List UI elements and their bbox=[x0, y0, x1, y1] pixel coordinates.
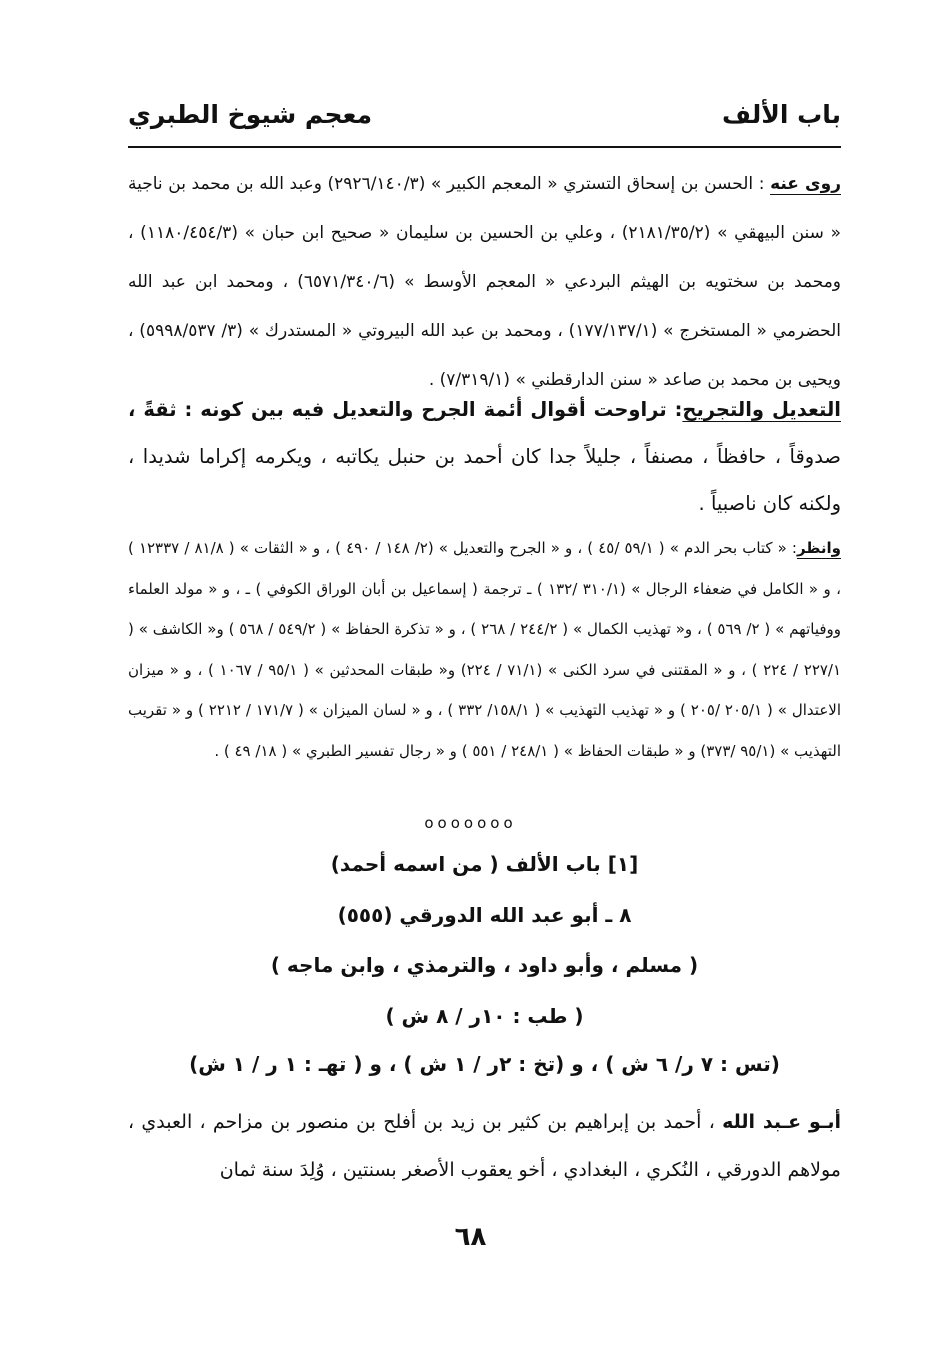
assessment-lead: : تراوحت أقوال أئمة الجرح والتعديل فيه بين كونه : ثقةً ، bbox=[128, 398, 683, 421]
references-label: وانظر bbox=[796, 539, 842, 557]
chapter-title: باب الألف bbox=[722, 100, 841, 129]
references-text: : « كتاب بحر الدم » ( ٥٩/١ /٤٥ ) ، و « الجرح والتعديل » (٢/ ١٤٨ / ٤٩٠ ) ، و « الثقات » ( ٨١/٨ / ١٢٣٣٧ ) ، و « الكامل في ضعفاء الرجال » (٣١٠/١ /١٣٢ ) ـ ترجمة ( إسماعيل بن أبان الوراق الكوفي ) ـ ، و « مولد العلماء ووفياتهم » ( ٢/ ٥٦٩ ) ، و« تهذيب الكمال » ( ٢٤٤/٢ / ٢٦٨ ) ، و « تذكرة الحفاظ » ( ٥٤٩/٢ / ٥٦٨ ) و« الكاشف » ( ٢٢٧/١ / ٢٢٤ ) ، و « المقتنى في سرد الكنى » (٧١/١ / ٢٢٤) و« طبقات المحدثين » ( ٩٥/١ / ١٠٦٧ ) ، و « ميزان الاعتدال » ( ٢٠٥/١ /٢٠٥ ) و « تهذيب التهذيب » ( ١٥٨/١/ ٣٣٢ ) ، و « لسان الميزان » ( ١٧١/٧ / ٢٢١٢ ) و « تقريب التهذيب » (٩٥/١ /٣٧٣) و « طبقات الحفاظ » ( ٢٤٨/١ / ٥٥١ ) و « رجال تفسير الطبري » ( ١٨/ ٤٩ ) . bbox=[128, 539, 842, 760]
entry-sources: ( مسلم ، وأبو داود ، والترمذي ، وابن ماجه ) bbox=[270, 953, 699, 977]
narrators-text: : الحسن بن إسحاق التستري « المعجم الكبير » (٢٩٢٦/١٤٠/٣) وعبد الله بن محمد بن ناجية « سنن البيهقي » (٢١٨١/٣٥/٢) ، وعلي بن الحسين بن سليمان « صحيح ابن حبان » (١١٨٠/٤٥٤/٣) ، ومحمد بن سختويه بن الهيثم البردعي « المعجم الأوسط » (٦٥٧١/٣٤٠/٦) ، ومحمد ابن عبد الله الحضرمي « المستخرج » (١٧٧/١٣٧/١) ، ومحمد بن عبد الله البيروتي « المستدرك » (٣/ ٥٩٩٨/٥٣٧) ، ويحيى بن محمد بن صاعد « سنن الدارقطني » (٧/٣١٩/١) . bbox=[128, 174, 842, 390]
biography-label: أبـو عـبد الله bbox=[722, 1111, 842, 1133]
tabari-count: ( طب : ١٠ر / ٨ ش ) bbox=[385, 1004, 584, 1028]
book-title: معجم شيوخ الطبري bbox=[128, 100, 373, 129]
narrators-label: روى عنه bbox=[770, 174, 841, 194]
entry-title: ٨ ـ أبو عبد الله الدورقي (٥٥٥) bbox=[337, 903, 632, 927]
biography-text: ، أحمد بن إبراهيم بن كثير بن زيد بن أفلح بن منصور بن مزاحم ، العبدي ، مولاهم الدورقي ، النُكري ، البغدادي ، أخو يعقوب الأصغر بسنتين ، وُلِدَ سنة ثمان bbox=[128, 1111, 841, 1181]
other-counts: (تس : ٧ ر/ ٦ ش ) ، و (تخ : ٢ر / ١ ش ) ، و ( تهـ : ١ ر / ١ ش) bbox=[189, 1052, 780, 1076]
assessment-text: صدوقاً ، حافظاً ، مصنفاً ، جليلاً جدا كان أحمد بن حنبل يكاتبه ، ويكرمه إكراما شديدا ، ولكنه كان ناصبياً . bbox=[128, 445, 841, 515]
assessment-paragraph bbox=[128, 386, 841, 527]
references-paragraph bbox=[128, 528, 841, 771]
section-title: [١] باب الألف ( من اسمه أحمد) bbox=[330, 852, 639, 876]
page-number: ٦٨ bbox=[454, 1222, 487, 1252]
running-header bbox=[128, 96, 841, 148]
narrators-paragraph bbox=[128, 160, 841, 405]
biography-paragraph bbox=[128, 1098, 841, 1194]
section-separator: ooooooo bbox=[424, 814, 517, 832]
assessment-label: التعديل والتجريح bbox=[682, 398, 841, 421]
